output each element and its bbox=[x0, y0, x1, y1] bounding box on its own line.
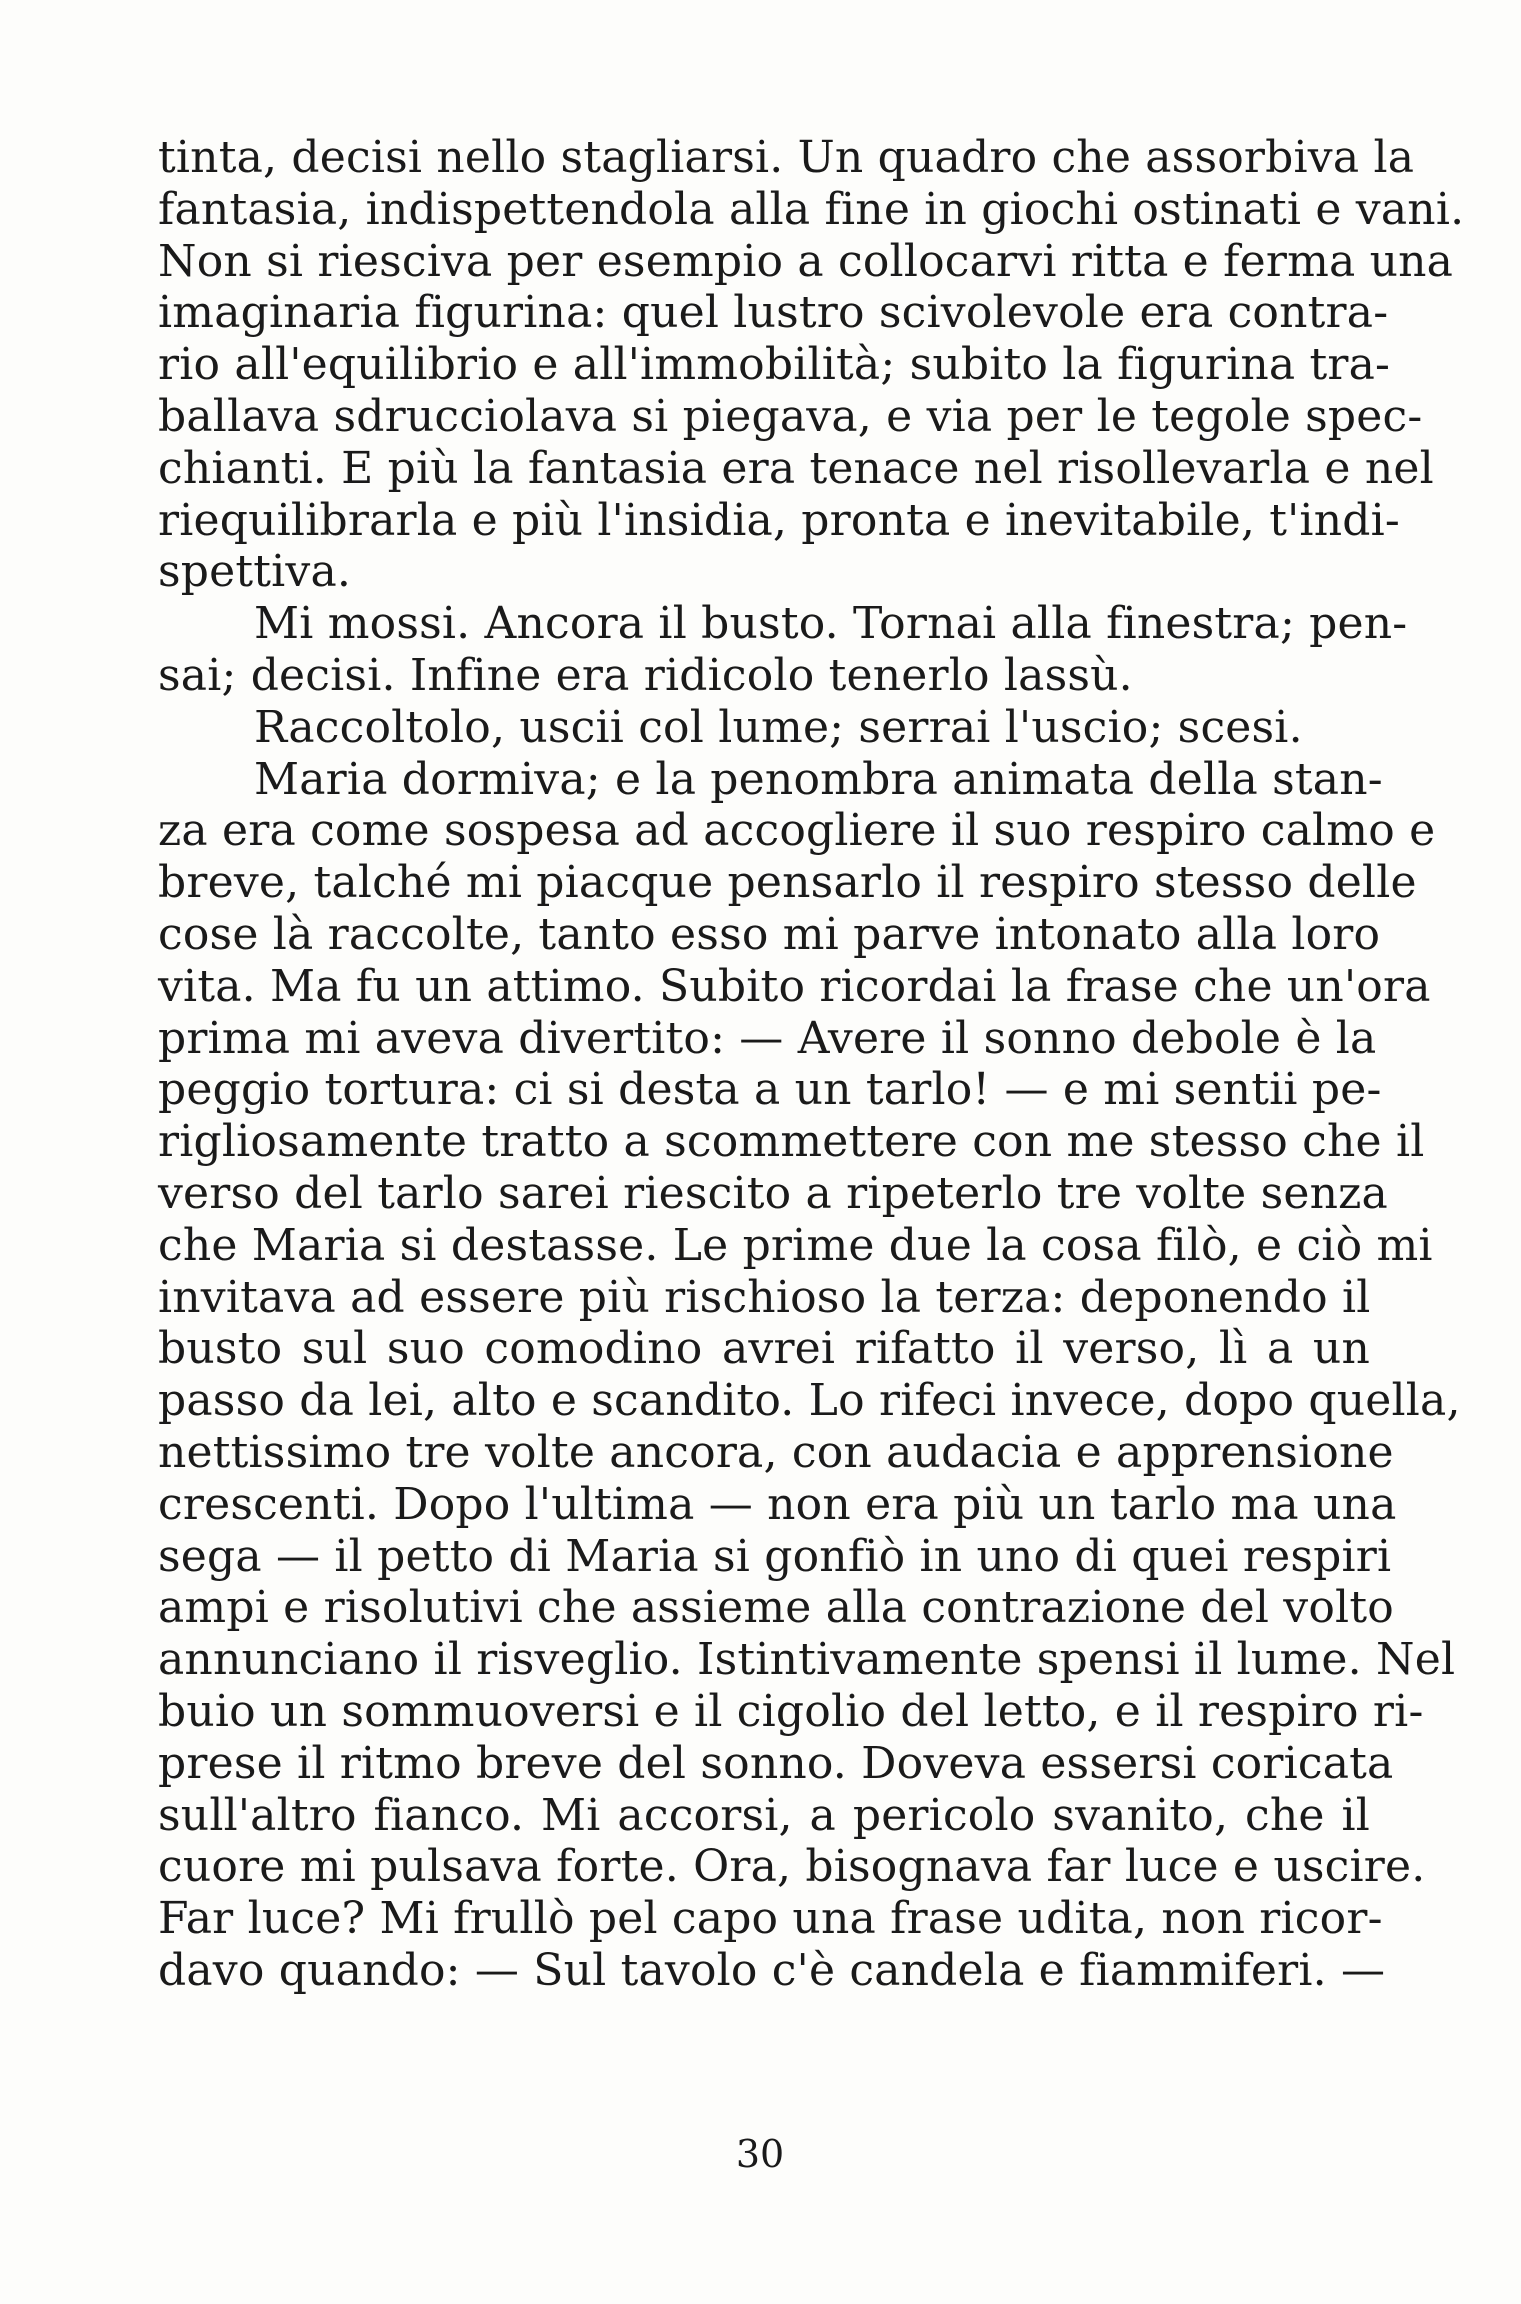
page-number: 30 bbox=[735, 2132, 785, 2176]
text-line: ballava sdrucciolava si piegava, e via per le tegole spec- bbox=[158, 390, 1423, 442]
text-line: sega — il petto di Maria si gonfiò in uno di quei respiri bbox=[158, 1530, 1392, 1582]
text-line: cuore mi pulsava forte. Ora, bisognava far luce e uscire. bbox=[158, 1841, 1426, 1893]
text-line: Maria dormiva; e la penombra animata della stan- bbox=[254, 753, 1383, 805]
text-line: peggio tortura: ci si desta a un tarlo! — e mi sentii pe- bbox=[158, 1064, 1382, 1116]
text-line: riequilibrarla e più l'insidia, pronta e inevitabile, t'indi- bbox=[158, 494, 1400, 546]
text-line: Non si riesciva per esempio a collocarvi ritta e ferma una bbox=[158, 235, 1454, 287]
text-line: crescenti. Dopo l'ultima — non era più un tarlo ma una bbox=[158, 1478, 1397, 1530]
text-line: busto sul suo comodino avrei rifatto il verso, lì a un bbox=[158, 1323, 1370, 1375]
text-line: Raccoltolo, uscii col lume; serrai l'uscio; scesi. bbox=[254, 701, 1303, 753]
text-line: ampi e risolutivi che assieme alla contrazione del volto bbox=[158, 1582, 1394, 1634]
body-text bbox=[158, 132, 1465, 1997]
text-line: sai; decisi. Infine era ridicolo tenerlo lassù. bbox=[158, 649, 1133, 701]
text-line: nettissimo tre volte ancora, con audacia e apprensione bbox=[158, 1426, 1394, 1478]
text-line: chianti. E più la fantasia era tenace nel risollevarla e nel bbox=[158, 442, 1434, 494]
text-line: prese il ritmo breve del sonno. Doveva essersi coricata bbox=[158, 1737, 1394, 1789]
text-line: Mi mossi. Ancora il busto. Tornai alla finestra; pen- bbox=[254, 598, 1408, 650]
text-line: tinta, decisi nello stagliarsi. Un quadro che assorbiva la bbox=[158, 132, 1415, 183]
text-line: fantasia, indispettendola alla fine in giochi ostinati e vani. bbox=[158, 183, 1465, 235]
text-line: za era come sospesa ad accogliere il suo respiro calmo e bbox=[158, 805, 1436, 857]
text-line: prima mi aveva divertito: — Avere il sonno debole è la bbox=[158, 1012, 1377, 1064]
text-line: che Maria si destasse. Le prime due la cosa filò, e ciò mi bbox=[158, 1219, 1433, 1271]
text-line: rigliosamente tratto a scommettere con me stesso che il bbox=[158, 1116, 1425, 1168]
text-line: imaginaria figurina: quel lustro scivolevole era contra- bbox=[158, 287, 1389, 339]
text-line: annunciano il risveglio. Istintivamente spensi il lume. Nel bbox=[158, 1634, 1456, 1686]
text-line: davo quando: — Sul tavolo c'è candela e fiammiferi. — bbox=[158, 1944, 1386, 1996]
text-line: passo da lei, alto e scandito. Lo rifeci invece, dopo quella, bbox=[158, 1375, 1461, 1427]
text-line: vita. Ma fu un attimo. Subito ricordai la frase che un'ora bbox=[158, 960, 1431, 1012]
text-line: invitava ad essere più rischioso la terza: deponendo il bbox=[158, 1271, 1371, 1323]
text-line: Far luce? Mi frullò pel capo una frase udita, non ricor- bbox=[158, 1893, 1383, 1945]
text-line: spettiva. bbox=[158, 546, 352, 598]
text-line: cose là raccolte, tanto esso mi parve intonato alla loro bbox=[158, 908, 1381, 960]
text-line: breve, talché mi piacque pensarlo il respiro stesso delle bbox=[158, 857, 1417, 909]
text-line: verso del tarlo sarei riescito a ripeterlo tre volte senza bbox=[158, 1167, 1388, 1219]
text-line: rio all'equilibrio e all'immobilità; subito la figurina tra- bbox=[158, 339, 1391, 391]
text-line: sull'altro fianco. Mi accorsi, a pericolo svanito, che il bbox=[158, 1789, 1370, 1841]
text-line: buio un sommuoversi e il cigolio del letto, e il respiro ri- bbox=[158, 1685, 1424, 1737]
